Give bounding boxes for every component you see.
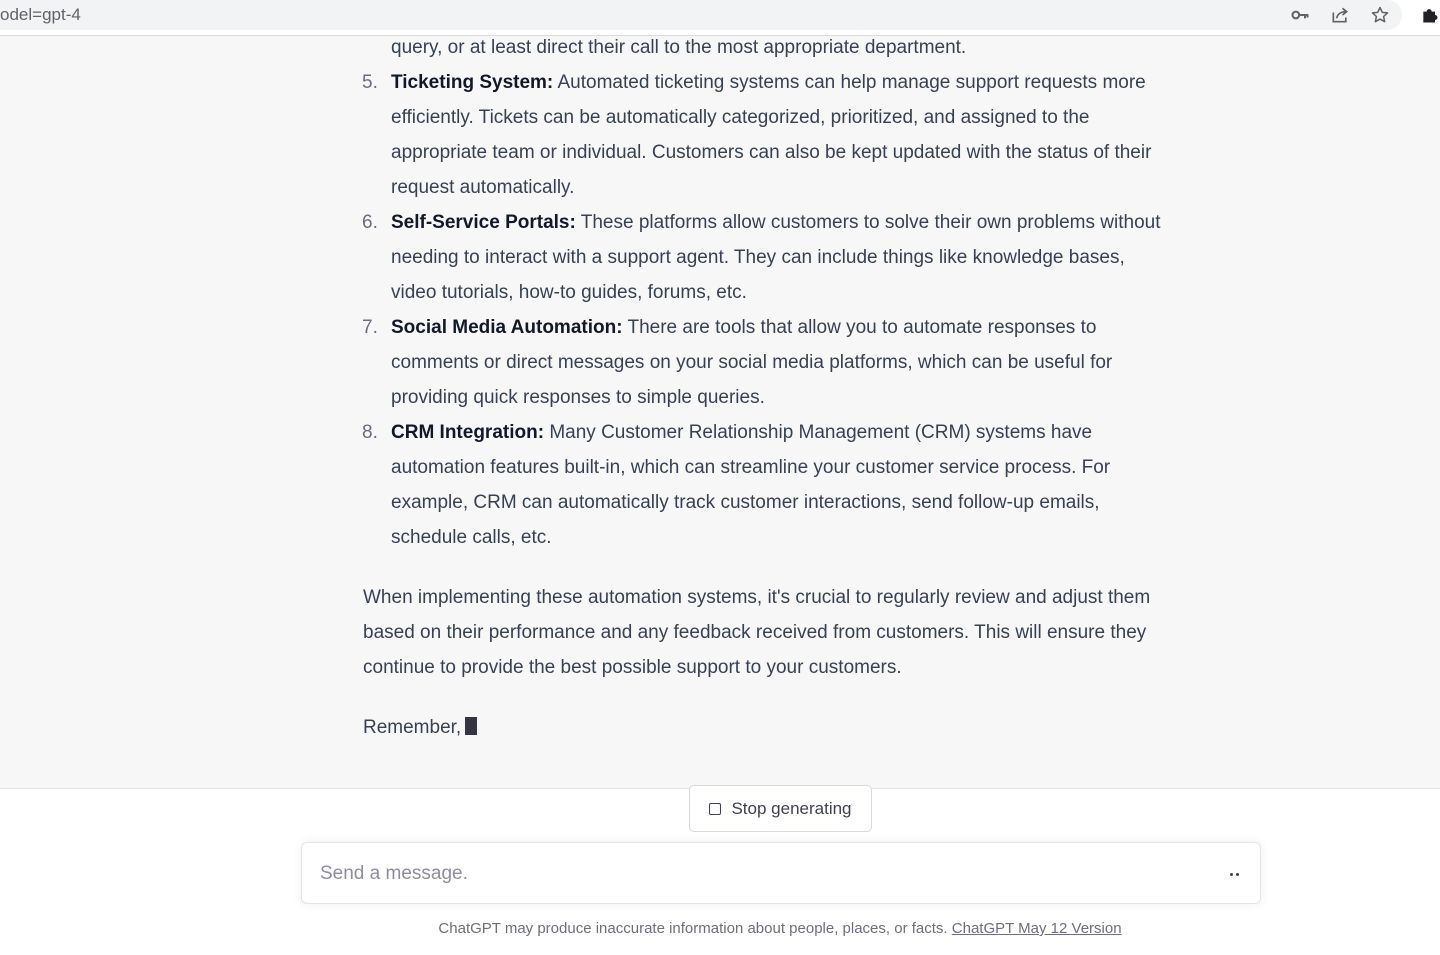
loading-dots-icon [1222,865,1246,883]
list-item-text: Automated ticketing systems can help manage support requests more efficiently. Tickets can be automatically categorized, prioritized, and assigned to the appropriate team or individual. Customers can also be kept updated with the status of their request automatically. [391,72,1152,198]
list-item-number: 8. [362,422,378,443]
address-bar[interactable] [0,0,1402,30]
list-item-title: Self-Service Portals: [391,212,576,233]
disclaimer-text: ChatGPT may produce inaccurate information about people, places, or facts. [438,920,952,937]
list-item-number: 5. [362,72,378,93]
list-item-text: Many Customer Relationship Management (CRM) systems have automation features built-in, which can streamline your customer service process. For example, CRM can automatically track customer interactions, send follow-up emails, schedule calls, etc. [391,422,1111,548]
stop-generating-label: Stop generating [731,798,852,818]
list-item [363,205,1175,310]
list-item-title: Ticketing System: [391,72,554,93]
puzzle-icon[interactable] [1418,3,1440,27]
numbered-list [363,65,1175,555]
typing-cursor [465,717,477,735]
address-bar-url: odel=gpt-4 [0,5,81,24]
streaming-line [363,710,1175,745]
list-item-number: 7. [362,317,378,338]
list-item-title: Social Media Automation: [391,317,623,338]
browser-toolbar [0,0,1440,36]
list-item-number: 6. [362,212,378,233]
conversation-area [0,36,1440,789]
stop-icon [709,803,721,815]
list-item [363,310,1175,415]
assistant-message [363,36,1175,745]
list-item-text: There are tools that allow you to automate responses to comments or direct messages on your social media platforms, which can be useful for providing quick responses to simple queries. [391,317,1113,408]
list-item-text: These platforms allow customers to solve their own problems without needing to interact with a support agent. They can include things like knowledge bases, video tutorials, how-to guides, forums, etc. [391,212,1161,303]
key-icon[interactable] [1288,3,1312,27]
stop-generating-button[interactable] [689,785,872,832]
closing-paragraph: When implementing these automation systems, it's crucial to regularly review and adjust them based on their performance and any feedback received from customers. This will ensure they continue to provide the best possible support to your customers. [363,587,1151,678]
footer-disclaimer [0,920,1440,937]
list-item [363,415,1175,555]
streaming-text: Remember, [363,717,462,738]
share-icon[interactable] [1328,3,1352,27]
message-fragment: query, or at least direct their call to the most appropriate department. [391,37,967,58]
star-icon[interactable] [1368,3,1392,27]
message-input[interactable] [320,857,1200,891]
version-link[interactable]: ChatGPT May 12 Version [951,920,1122,937]
list-item [363,65,1175,205]
list-item-title: CRM Integration: [391,422,545,443]
message-composer [301,842,1261,904]
